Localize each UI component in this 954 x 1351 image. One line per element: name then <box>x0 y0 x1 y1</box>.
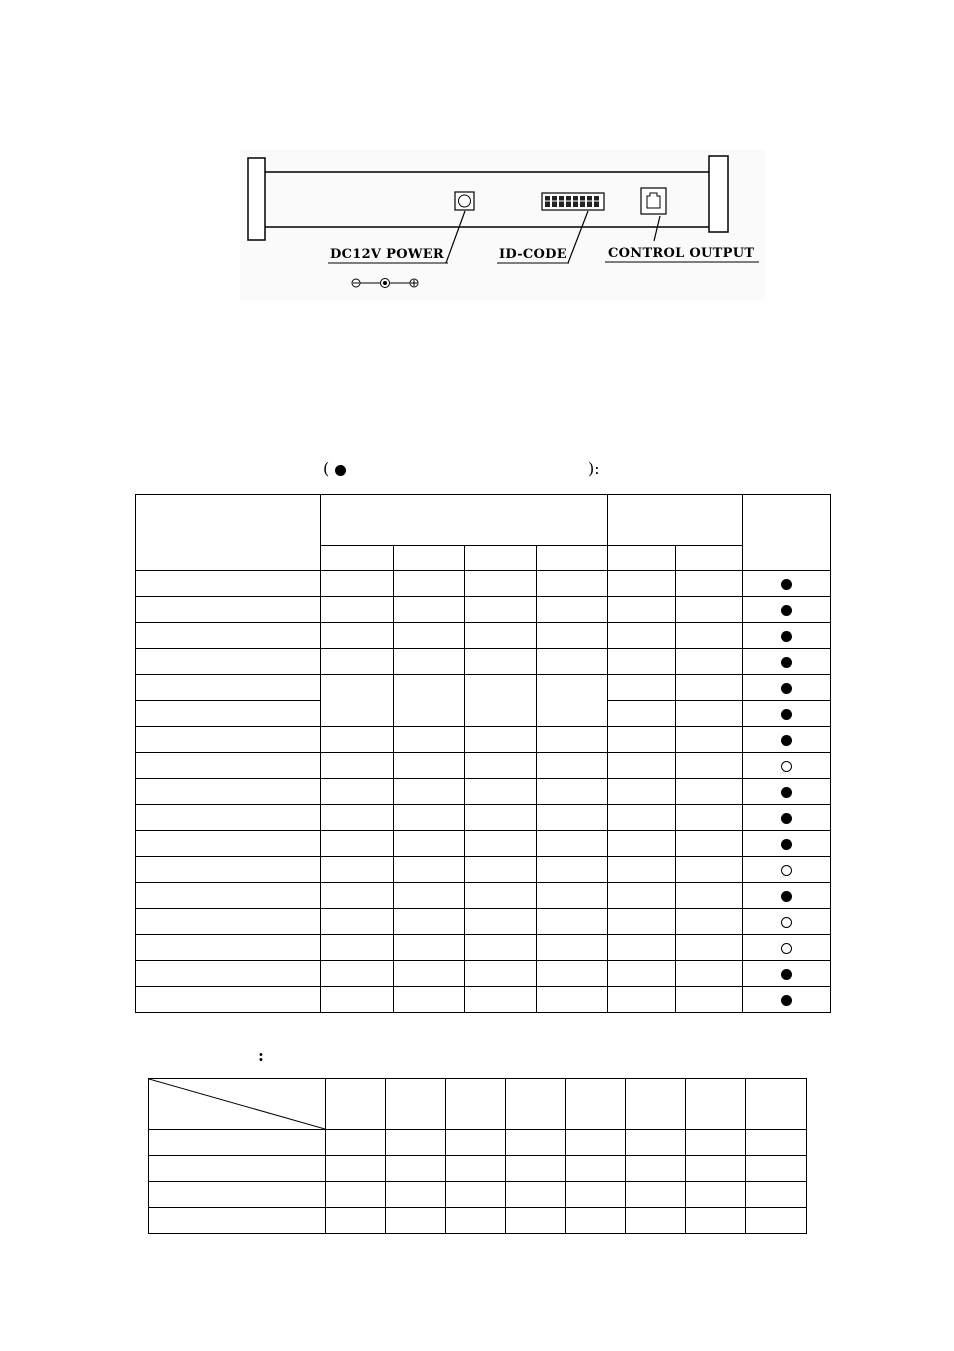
table-cell <box>149 1182 326 1208</box>
table-cell <box>465 597 537 623</box>
support-cell <box>743 857 831 883</box>
table-cell <box>626 1130 686 1156</box>
filled-dot-icon <box>781 605 792 616</box>
table-cell <box>608 571 676 597</box>
filled-dot-icon <box>781 631 792 642</box>
table-cell <box>136 779 321 805</box>
table-cell <box>394 805 465 831</box>
table-cell <box>537 805 608 831</box>
support-cell <box>743 831 831 857</box>
table-cell <box>465 675 537 727</box>
table-cell <box>326 1208 386 1234</box>
protocol-table-body <box>136 571 831 1013</box>
header-cell-group-a <box>321 495 608 546</box>
header-cell-name <box>136 495 321 571</box>
table-cell <box>386 1156 446 1182</box>
table2-caption-colon: : <box>258 1046 264 1065</box>
table-cell <box>465 623 537 649</box>
table-cell <box>465 909 537 935</box>
table-row <box>136 909 831 935</box>
support-cell <box>743 909 831 935</box>
table-cell <box>136 753 321 779</box>
table-cell <box>136 857 321 883</box>
table-row <box>136 961 831 987</box>
filled-dot-icon <box>781 839 792 850</box>
table-cell <box>136 909 321 935</box>
filled-dot-icon <box>781 787 792 798</box>
table-cell <box>537 987 608 1013</box>
table-cell <box>136 623 321 649</box>
dip-switch-icon <box>542 193 604 210</box>
table-cell <box>676 987 743 1013</box>
header-cell <box>746 1079 807 1130</box>
table-cell <box>446 1156 506 1182</box>
table-cell <box>676 701 743 727</box>
table-cell <box>394 597 465 623</box>
filled-dot-icon <box>781 813 792 824</box>
table-cell <box>136 701 321 727</box>
table-cell <box>136 935 321 961</box>
table-cell <box>626 1208 686 1234</box>
table-cell <box>676 675 743 701</box>
support-cell <box>743 649 831 675</box>
table-cell <box>321 805 394 831</box>
table-cell <box>676 727 743 753</box>
table-cell <box>537 675 608 727</box>
header-cell <box>506 1079 566 1130</box>
table-cell <box>326 1130 386 1156</box>
table-cell <box>608 779 676 805</box>
table-cell <box>386 1208 446 1234</box>
table-cell <box>136 961 321 987</box>
table-cell <box>465 857 537 883</box>
table-cell <box>394 935 465 961</box>
rear-panel-drawing <box>0 0 954 320</box>
table-cell <box>676 753 743 779</box>
table-cell <box>608 857 676 883</box>
table-cell <box>386 1130 446 1156</box>
table-cell <box>537 571 608 597</box>
table-cell <box>394 883 465 909</box>
table-row <box>136 935 831 961</box>
device-rear-panel-figure <box>0 0 954 320</box>
support-cell <box>743 597 831 623</box>
table-cell <box>746 1182 807 1208</box>
table-cell <box>506 1182 566 1208</box>
table-row <box>149 1130 807 1156</box>
table-cell <box>537 623 608 649</box>
table-header-row <box>136 495 831 546</box>
table-cell <box>136 675 321 701</box>
subheader-cell <box>608 546 676 571</box>
table-cell <box>608 727 676 753</box>
legend-open-paren: ( <box>323 459 330 478</box>
table-row <box>136 779 831 805</box>
table-cell <box>608 753 676 779</box>
table-cell <box>676 805 743 831</box>
table-cell <box>321 675 394 727</box>
table-cell <box>136 727 321 753</box>
control-output-label: CONTROL OUTPUT <box>608 246 755 261</box>
subheader-cell <box>394 546 465 571</box>
table-cell <box>676 883 743 909</box>
table-cell <box>608 909 676 935</box>
table-cell <box>446 1182 506 1208</box>
legend-filled-dot-icon <box>335 465 346 476</box>
table-cell <box>465 727 537 753</box>
table-cell <box>446 1208 506 1234</box>
table-cell <box>394 675 465 727</box>
protocol-support-table <box>135 494 831 1013</box>
table-cell <box>321 597 394 623</box>
support-cell <box>743 623 831 649</box>
table-cell <box>506 1208 566 1234</box>
table-cell <box>608 649 676 675</box>
support-cell <box>743 779 831 805</box>
table-cell <box>136 597 321 623</box>
table-cell <box>394 961 465 987</box>
table-cell <box>506 1130 566 1156</box>
table-cell <box>465 779 537 805</box>
table-row <box>136 727 831 753</box>
table-cell <box>394 779 465 805</box>
left-rack-ear <box>248 158 265 240</box>
table-cell <box>537 883 608 909</box>
legend-close-paren: ): <box>588 459 600 478</box>
filled-dot-icon <box>781 579 792 590</box>
table-cell <box>149 1208 326 1234</box>
table-cell <box>321 753 394 779</box>
table-cell <box>465 805 537 831</box>
filled-dot-icon <box>781 891 792 902</box>
table-cell <box>676 597 743 623</box>
table-cell <box>626 1156 686 1182</box>
filled-dot-icon <box>781 735 792 746</box>
diagonal-header-cell <box>149 1079 326 1130</box>
table-cell <box>321 649 394 675</box>
support-cell <box>743 987 831 1013</box>
table-cell <box>465 753 537 779</box>
table-cell <box>321 727 394 753</box>
subheader-cell <box>321 546 394 571</box>
table-cell <box>566 1130 626 1156</box>
table-cell <box>686 1156 746 1182</box>
table-row <box>136 675 831 701</box>
table-cell <box>321 857 394 883</box>
open-circle-icon <box>781 761 792 772</box>
table-cell <box>676 649 743 675</box>
table-row <box>136 649 831 675</box>
header-cell-support <box>743 495 831 571</box>
table-cell <box>608 961 676 987</box>
table-cell <box>394 623 465 649</box>
table-cell <box>321 909 394 935</box>
table-cell <box>608 935 676 961</box>
table-cell <box>608 805 676 831</box>
table-cell <box>626 1182 686 1208</box>
subheader-cell <box>676 546 743 571</box>
filled-dot-icon <box>781 995 792 1006</box>
table-row <box>136 987 831 1013</box>
table-row <box>136 597 831 623</box>
table-cell <box>136 805 321 831</box>
table-cell <box>326 1182 386 1208</box>
filled-dot-icon <box>781 683 792 694</box>
filled-dot-icon <box>781 657 792 668</box>
table-cell <box>321 935 394 961</box>
table-cell <box>676 571 743 597</box>
subheader-cell <box>537 546 608 571</box>
table-cell <box>676 909 743 935</box>
table-cell <box>394 571 465 597</box>
table-row <box>136 805 831 831</box>
header-cell <box>566 1079 626 1130</box>
table-cell <box>608 623 676 649</box>
table-cell <box>676 961 743 987</box>
table-cell <box>686 1130 746 1156</box>
table-cell <box>149 1156 326 1182</box>
table-cell <box>537 753 608 779</box>
table-cell <box>136 831 321 857</box>
header-cell <box>446 1079 506 1130</box>
table-cell <box>537 935 608 961</box>
header-cell <box>386 1079 446 1130</box>
table-cell <box>386 1182 446 1208</box>
table-cell <box>566 1156 626 1182</box>
table-cell <box>394 987 465 1013</box>
table-cell <box>465 935 537 961</box>
table-cell <box>136 987 321 1013</box>
support-cell <box>743 805 831 831</box>
table-header-row <box>149 1079 807 1130</box>
filled-dot-icon <box>781 969 792 980</box>
table-cell <box>465 831 537 857</box>
table-cell <box>394 753 465 779</box>
table-cell <box>686 1208 746 1234</box>
table-cell <box>321 831 394 857</box>
support-cell <box>743 753 831 779</box>
support-cell <box>743 701 831 727</box>
header-cell <box>326 1079 386 1130</box>
table-cell <box>537 649 608 675</box>
power-jack-icon <box>455 192 474 210</box>
table-cell <box>149 1130 326 1156</box>
table-cell <box>566 1208 626 1234</box>
table-cell <box>608 831 676 857</box>
table-cell <box>676 857 743 883</box>
table-cell <box>321 883 394 909</box>
table-cell <box>608 675 676 701</box>
id-code-table-body <box>149 1079 807 1234</box>
table-cell <box>537 831 608 857</box>
table-row <box>149 1182 807 1208</box>
table-cell <box>746 1130 807 1156</box>
table-cell <box>136 883 321 909</box>
table-row <box>149 1208 807 1234</box>
table-cell <box>136 571 321 597</box>
table-cell <box>321 623 394 649</box>
table-cell <box>566 1182 626 1208</box>
table-cell <box>746 1156 807 1182</box>
right-rack-ear <box>709 156 728 232</box>
table-cell <box>676 779 743 805</box>
table-cell <box>465 987 537 1013</box>
open-circle-icon <box>781 865 792 876</box>
table-cell <box>537 909 608 935</box>
header-cell <box>686 1079 746 1130</box>
table-cell <box>686 1182 746 1208</box>
table-cell <box>326 1156 386 1182</box>
table-cell <box>537 779 608 805</box>
control-output-jack-icon <box>641 188 666 214</box>
table-cell <box>676 831 743 857</box>
table-cell <box>465 649 537 675</box>
table-cell <box>394 857 465 883</box>
table-cell <box>321 987 394 1013</box>
table-cell <box>394 649 465 675</box>
table-cell <box>537 597 608 623</box>
table-row <box>136 831 831 857</box>
support-cell <box>743 961 831 987</box>
table-row <box>136 857 831 883</box>
open-circle-icon <box>781 917 792 928</box>
table-row <box>149 1156 807 1182</box>
support-cell <box>743 883 831 909</box>
open-circle-icon <box>781 943 792 954</box>
table-cell <box>465 883 537 909</box>
table-cell <box>394 909 465 935</box>
table-row <box>136 883 831 909</box>
table-row <box>136 753 831 779</box>
table-cell <box>465 961 537 987</box>
filled-dot-icon <box>781 709 792 720</box>
support-cell <box>743 571 831 597</box>
table-cell <box>537 857 608 883</box>
table-cell <box>746 1208 807 1234</box>
table-cell <box>321 961 394 987</box>
table-cell <box>506 1156 566 1182</box>
support-cell <box>743 727 831 753</box>
table-cell <box>394 727 465 753</box>
id-code-setting-table <box>148 1078 807 1234</box>
table-row <box>136 623 831 649</box>
header-cell-group-b <box>608 495 743 546</box>
header-cell <box>626 1079 686 1130</box>
table-cell <box>394 831 465 857</box>
table-cell <box>676 935 743 961</box>
table-cell <box>321 779 394 805</box>
diagonal-line <box>149 1079 325 1129</box>
table-cell <box>608 597 676 623</box>
support-cell <box>743 935 831 961</box>
table-cell <box>136 649 321 675</box>
subheader-cell <box>465 546 537 571</box>
table-cell <box>608 987 676 1013</box>
table-cell <box>537 727 608 753</box>
table-cell <box>446 1130 506 1156</box>
table-cell <box>608 701 676 727</box>
table-cell <box>537 961 608 987</box>
power-label: DC12V POWER <box>330 247 445 262</box>
table-cell <box>321 571 394 597</box>
table-cell <box>608 883 676 909</box>
table-row <box>136 571 831 597</box>
id-code-label: ID-CODE <box>499 247 567 262</box>
support-cell <box>743 675 831 701</box>
table-cell <box>465 571 537 597</box>
table-cell <box>676 623 743 649</box>
